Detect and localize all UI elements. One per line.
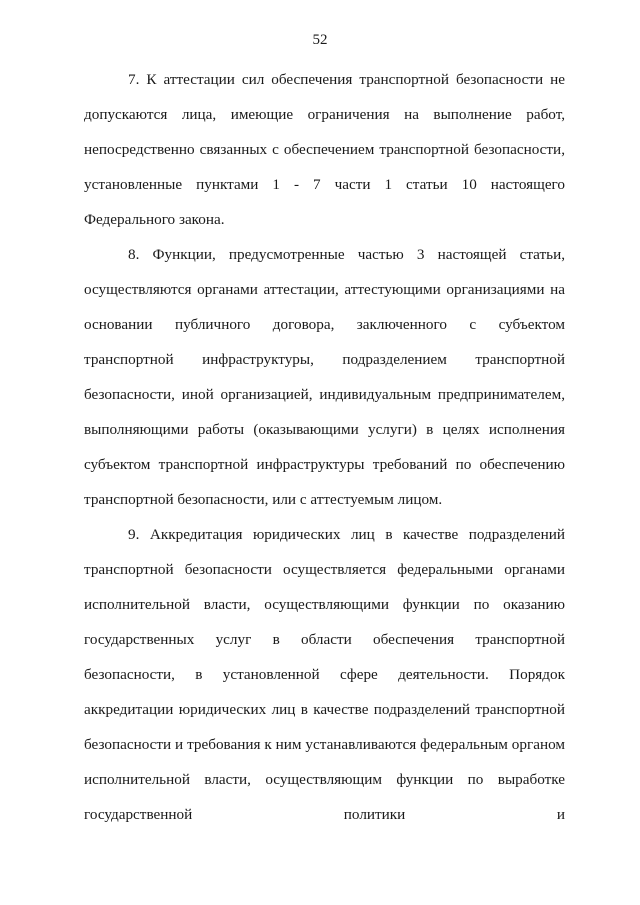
paragraph-8 [84,237,565,517]
paragraph-7 [84,62,565,237]
paragraph-9 [84,517,565,832]
paragraph-7-text: К аттестации сил обеспечения транспортной безопасности не допускаются лица, имеющие ограничения на выполнение работ, непосредственно связанных с обеспечением транспортной безопасности, установленные пунктами 1 - 7 части 1 статьи 10 настоящего Федерального закона. [84,71,565,228]
paragraph-8-text: Функции, предусмотренные частью 3 настоящей статьи, осуществляются органами аттестации, аттестующими организациями на основании публичного договора, заключенного с субъектом транспортной инфраструктуры, подразделением транспортной безопасности, иной организацией, индивидуальным предпринимателем, выполняющими работы (оказывающими услуги) в целях исполнения субъектом транспортной инфраструктуры требований по обеспечению транспортной безопасности, или с аттестуемым лицом. [84,246,566,508]
document-body [84,62,565,832]
page-number: 52 [312,32,328,48]
paragraph-9-number: 9. [128,526,140,543]
paragraph-7-number: 7. [128,71,140,88]
paragraph-9-text: Аккредитация юридических лиц в качестве подразделений транспортной безопасности осуществляется федеральными органами исполнительной власти, осуществляющими функции по оказанию государственных услуг в области обеспечения транспортной безопасности, в установленной сфере деятельности. Порядок аккредитации юридических лиц в качестве подразделений транспортной безопасности и требования к ним устанавливаются федеральным органом исполнительной власти, осуществляющим функции по выработке государственной политики и [84,526,565,823]
paragraph-8-number: 8. [128,246,140,263]
